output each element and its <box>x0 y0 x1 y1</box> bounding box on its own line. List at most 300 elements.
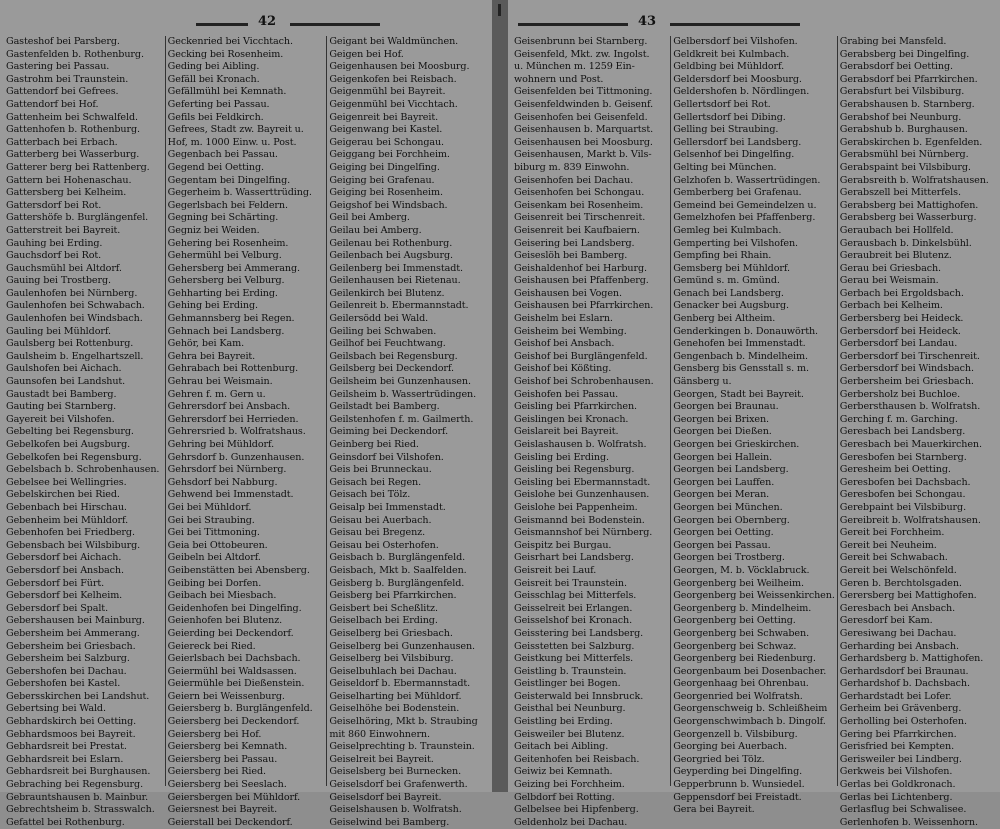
gazetteer-entry: Gerbersdorf bei Windsbach. <box>839 363 974 375</box>
gazetteer-entry: Gerebpaint bei Vilsbiburg. <box>839 501 967 513</box>
gazetteer-entry: Gehring bei Mühldorf. <box>167 439 275 450</box>
gazetteer-entry: Geierlsbach bei Dachsbach. <box>167 653 301 665</box>
gazetteer-entry: Geinsdorf bei Vilshofen. <box>329 451 444 463</box>
gazetteer-entry: Gemünd s. m. Gmünd. <box>673 275 780 287</box>
gazetteer-entry: Grabing bei Mansfeld. <box>839 36 947 47</box>
gazetteer-entry: Georgen bei Meran. <box>673 489 770 501</box>
column <box>671 36 838 816</box>
gazetteer-entry: Geiselharting bei Mühldorf. <box>329 690 462 702</box>
gazetteer-entry: Gegerheim b. Wasserttrüding. <box>167 187 312 199</box>
gazetteer-entry: Geibeln bei Altdorf. <box>167 552 261 564</box>
gazetteer-entry: Gei bei Mühldorf. <box>167 501 252 513</box>
gazetteer-entry: Gerabszell bei Mitterfels. <box>839 187 961 199</box>
gazetteer-entry: Georgenhaag bei Ohrenbau. <box>673 678 809 690</box>
gazetteer-entry: Gerabsberg bei Mattighofen. <box>839 199 979 211</box>
gazetteer-entry: Georgenberg bei Oetting. <box>673 615 796 627</box>
gazetteer-entry: Gebersdorf bei Fürt. <box>6 577 105 589</box>
gazetteer-entry: Gelting bei München. <box>673 161 777 173</box>
right-page-columns <box>512 36 996 828</box>
gazetteer-entry: Geldenholz bei Dachau. <box>514 816 628 828</box>
gazetteer-entry: Gebhardsmoos bei Bayreit. <box>6 728 136 740</box>
gazetteer-entry: Geisstetten bei Salzburg. <box>514 640 635 652</box>
gazetteer-entry: Gegerlsbach bei Feldern. <box>167 199 288 211</box>
gazetteer-entry: Geishof bei Schrobenhausen. <box>514 376 654 388</box>
gazetteer-entry: Geresbofen bei Schongau. <box>839 489 966 501</box>
gazetteer-entry: Gebertsing bei Wald. <box>6 703 106 715</box>
gazetteer-entry: Gebersskirchen bei Landshut. <box>6 690 150 702</box>
gazetteer-entry: Hof, m. 1000 Einw. u. Post. <box>167 136 297 148</box>
gazetteer-entry: Georgenberg bei Weilheim. <box>673 577 804 589</box>
gazetteer-entry: Geiselberg bei Griesbach. <box>329 627 453 639</box>
gazetteer-entry: Gehrabach bei Rottenburg. <box>167 363 299 375</box>
gazetteer-entry: Geilhof bei Feuchtwang. <box>329 338 446 350</box>
gazetteer-entry: Geldersdorf bei Moosburg. <box>673 73 802 85</box>
gazetteer-entry: Gerbersheim bei Griesbach. <box>839 376 974 388</box>
gazetteer-entry: Gerabsberg bei Wasserburg. <box>839 212 977 224</box>
gazetteer-entry: Geiselberg bei Vilsbiburg. <box>329 653 454 665</box>
gazetteer-entry: Genach bei Landsberg. <box>673 287 784 299</box>
gazetteer-entry: Geisalp bei Immenstadt. <box>329 501 446 513</box>
gazetteer-entry: Gatterbach bei Erbach. <box>6 136 118 148</box>
column <box>166 36 328 828</box>
gazetteer-entry: Gemelzhofen bei Pfaffenberg. <box>673 212 816 224</box>
gazetteer-entry: Gei bei Straubing. <box>167 514 255 526</box>
gazetteer-entry: Geisach bei Tölz. <box>329 489 411 501</box>
gutter-mark <box>498 4 501 16</box>
gazetteer-entry: Georgen bei Obernberg. <box>673 514 790 526</box>
gazetteer-entry: Geisterwald bei Innsbruck. <box>514 690 644 702</box>
gazetteer-entry: Geilstadt bei Bamberg. <box>329 401 440 413</box>
gazetteer-entry: Gehersberg bei Velburg. <box>167 275 285 287</box>
column <box>838 36 996 828</box>
gazetteer-entry: Geilstenhofen f. m. Gailmerth. <box>329 413 474 425</box>
gazetteer-entry: Gasteshof bei Parsberg. <box>6 36 120 47</box>
gazetteer-entry: Geiging bei Dingelfing. <box>329 161 440 173</box>
gazetteer-entry: Geienhofen bei Blutenz. <box>167 615 283 627</box>
gazetteer-entry: Gerersberg bei Mattighofen. <box>839 590 977 602</box>
gazetteer-entry: Geiselhöring, Mkt b. Straubing <box>329 716 478 728</box>
gazetteer-entry: Gehmannsberg bei Regen. <box>167 313 295 325</box>
gazetteer-entry: Gaulenhofen bei Schwabach. <box>6 300 145 312</box>
gazetteer-entry: Gerbach bei Ergoldsbach. <box>839 287 964 299</box>
gazetteer-entry: Gehing bei Erding. <box>167 300 258 312</box>
gazetteer-entry: Gengenbach b. Mindelheim. <box>673 350 808 362</box>
gazetteer-entry: Geresbofen bei Starnberg. <box>839 451 967 463</box>
page-number-left: 42 <box>258 14 277 29</box>
gazetteer-entry: Gebersdorf bei Kelheim. <box>6 590 123 602</box>
gazetteer-entry: Geigen bei Hof. <box>329 48 404 60</box>
gazetteer-entry: Gefäll bei Kronach. <box>167 73 260 85</box>
gazetteer-entry: Gauchsdorf bei Rot. <box>6 250 102 262</box>
gazetteer-entry: Geistkung bei Mitterfels. <box>514 653 634 665</box>
gazetteer-entry: Gehra bei Bayreit. <box>167 350 256 362</box>
gazetteer-entry: Georgenschweig b. Schleißheim <box>673 703 828 715</box>
gazetteer-entry: Gebershausen bei Mainburg. <box>6 615 145 627</box>
gazetteer-entry: Gerheim bei Grävenberg. <box>839 703 962 715</box>
gazetteer-entry: Geisenfeld, Mkt. zw. Ingolst. <box>514 48 650 60</box>
gazetteer-entry: Geresbach bei Landsberg. <box>839 426 966 438</box>
gazetteer-entry: Gehharting bei Erding. <box>167 287 278 299</box>
gazetteer-entry: Geinberg bei Ried. <box>329 439 419 450</box>
gazetteer-entry: Gerisweiler bei Lindberg. <box>839 753 962 765</box>
gazetteer-entry: Gänsberg u. <box>673 376 732 388</box>
gazetteer-entry: Georgen, Stadt bei Bayreit. <box>673 388 804 400</box>
gazetteer-entry: Geisweiler bei Blutenz. <box>514 728 625 740</box>
gazetteer-entry: Geferting bei Passau. <box>167 98 270 110</box>
gazetteer-entry: Geispitz bei Burgau. <box>514 539 612 551</box>
gazetteer-entry: Gehersberg bei Ammerang. <box>167 262 300 274</box>
gazetteer-entry: Geilenreit b. Ebermannstadt. <box>329 300 469 312</box>
gazetteer-entry: Gauhing bei Erding. <box>6 237 103 249</box>
gazetteer-entry: Geishausen bei Vogen. <box>514 287 622 299</box>
gazetteer-entry: Gauing bei Trostberg. <box>6 275 111 287</box>
gazetteer-entry: Geisling bei Pfarrkirchen. <box>514 401 637 413</box>
gazetteer-entry: Gerkweis bei Vilshofen. <box>839 766 953 778</box>
gazetteer-entry: Geresdorf bei Kam. <box>839 615 933 627</box>
gazetteer-entry: Genehofen bei Immenstadt. <box>673 338 806 350</box>
gazetteer-entry: Geierding bei Deckendorf. <box>167 627 294 639</box>
gazetteer-entry: Gebhardsreit bei Burghausen. <box>6 766 151 778</box>
gazetteer-entry: Gebelting bei Regensburg. <box>6 426 134 438</box>
gazetteer-entry: Geiselbuhlach bei Dachau. <box>329 665 457 677</box>
gazetteer-entry: Gattern bei Hohenaschau. <box>6 174 132 186</box>
gazetteer-entry: Gaulshofen bei Aichach. <box>6 363 122 375</box>
gazetteer-entry: Geisenhausen, Markt b. Vils- <box>514 149 652 161</box>
gazetteer-entry: Georgen bei Dießen. <box>673 426 772 438</box>
gazetteer-entry: Gemperting bei Vilshofen. <box>673 237 799 249</box>
gazetteer-entry: Geldkreit bei Kulmbach. <box>673 48 790 60</box>
gazetteer-entry: Geiwiz bei Kemnath. <box>514 766 613 778</box>
gazetteer-entry: Gerabshausen b. Starnberg. <box>839 98 975 110</box>
gazetteer-entry: Georgried bei Tölz. <box>673 753 765 765</box>
gazetteer-entry: Genderkingen b. Donauwörth. <box>673 325 818 337</box>
gazetteer-entry: Geisselreit bei Erlangen. <box>514 602 633 614</box>
gazetteer-entry: Geiselsdorf bei Grafenwerth. <box>329 779 468 791</box>
gazetteer-entry: Geilsbach bei Regensburg. <box>329 350 458 362</box>
gazetteer-entry: Geiersberg bei Passau. <box>167 753 278 765</box>
gazetteer-entry: Gebenhofen bei Friedberg. <box>6 527 135 539</box>
gazetteer-entry: Geresbach bei Ansbach. <box>839 602 956 614</box>
gazetteer-entry: Gehering bei Rosenheim. <box>167 237 289 249</box>
gazetteer-entry: Gerhardsdorf bei Braunau. <box>839 665 969 677</box>
gazetteer-entry: Gaulsheim b. Engelhartszell. <box>6 350 144 362</box>
gazetteer-entry: Geisberg bei Pfarrkirchen. <box>329 590 457 602</box>
gazetteer-entry: Georgen bei Grieskirchen. <box>673 439 800 450</box>
gazetteer-entry: Georgenberg bei Weissenkirchen. <box>673 590 835 602</box>
gazetteer-entry: Gerbersthausen b. Wolfratsh. <box>839 401 981 413</box>
gazetteer-entry: Gebhardsreit bei Eslarn. <box>6 753 124 765</box>
gazetteer-entry: Geresbach bei Mauerkirchen. <box>839 439 982 450</box>
gazetteer-entry: Gerlas bei Goldkronach. <box>839 779 956 791</box>
gazetteer-entry: Gerabsfurt bei Vilsbiburg. <box>839 86 965 98</box>
gazetteer-entry: Geisenfeldwinden b. Geisenf. <box>514 98 654 110</box>
gazetteer-entry: Geilenberg bei Immenstadt. <box>329 262 463 274</box>
gazetteer-entry: Geiermühl bei Waldsassen. <box>167 665 297 677</box>
gazetteer-entry: Gerhardshof b. Dachsbach. <box>839 678 970 690</box>
gazetteer-entry: Gehrersdorf bei Herrieden. <box>167 413 299 425</box>
gazetteer-entry: Geilenbach bei Augsburg. <box>329 250 453 262</box>
gazetteer-entry: Georgenried bei Wolfratsh. <box>673 690 803 702</box>
gazetteer-entry: Geishausen bei Pfarrkirchen. <box>514 300 654 312</box>
gazetteer-entry: Geiselsdorf bei Bayreit. <box>329 791 442 803</box>
gazetteer-entry: Gerabsreith b. Wolfratshausen. <box>839 174 989 186</box>
gazetteer-entry: Geiging bei Grafenau. <box>329 174 435 186</box>
gazetteer-entry: Gerbach bei Kelheim. <box>839 300 943 312</box>
gazetteer-entry: Gehrsdorf bei Nürnberg. <box>167 464 287 476</box>
gazetteer-entry: Georgen bei Landsberg. <box>673 464 789 476</box>
gazetteer-entry: Geiereck bei Ried. <box>167 640 256 652</box>
gazetteer-entry: Gegend bei Oetting. <box>167 161 264 173</box>
gazetteer-entry: Geisbach, Mkt b. Saalfelden. <box>329 564 467 576</box>
gazetteer-entry: Gegentam bei Dingelfing. <box>167 174 291 186</box>
gazetteer-entry: Gecking bei Rosenheim. <box>167 48 284 60</box>
gazetteer-entry: Geishaldenhof bei Harburg. <box>514 262 647 274</box>
gazetteer-entry: Gemeind bei Gemeindelzen u. <box>673 199 817 211</box>
gazetteer-entry: Geishof bei Burglängenfeld. <box>514 350 648 362</box>
gazetteer-entry: Gerlenhofen b. Weissenhorn. <box>839 816 978 828</box>
gazetteer-entry: Geiselwind bei Bamberg. <box>329 816 450 828</box>
gazetteer-entry: Geishofen bei Passau. <box>514 388 619 400</box>
gazetteer-entry: Gebhardskirch bei Oetting. <box>6 716 137 728</box>
gazetteer-entry: Gei bei Tittmoning. <box>167 527 260 539</box>
gazetteer-entry: Gellertsdorf bei Dibing. <box>673 111 786 123</box>
gazetteer-entry: Georgen bei München. <box>673 501 783 513</box>
gazetteer-entry: Geisenhofen bei Geisenfeld. <box>514 111 648 123</box>
gazetteer-entry: Geisenhausen bei Moosburg. <box>514 136 653 148</box>
gazetteer-entry: wohnern und Post. <box>514 73 604 85</box>
gazetteer-entry: Gelsenhof bei Dingelfing. <box>673 149 795 161</box>
gazetteer-entry: mit 860 Einwohnern. <box>329 728 430 740</box>
gazetteer-entry: Geiseslöh bei Bamberg. <box>514 250 628 262</box>
gazetteer-entry: Gebrauntshausen b. Mainbur. <box>6 791 149 803</box>
gazetteer-entry: Geppensdorf bei Freistadt. <box>673 791 802 803</box>
gazetteer-entry: Gerching f. m. Garching. <box>839 413 958 425</box>
gazetteer-entry: Gebelsbach b. Schrobenhausen. <box>6 464 160 476</box>
gazetteer-entry: Georgenbaum bei Dosenbacher. <box>673 665 827 677</box>
gazetteer-entry: Gastrohm bei Traunstein. <box>6 73 129 85</box>
gazetteer-entry: Geierstall bei Deckendorf. <box>167 816 293 828</box>
gazetteer-entry: Geigshof bei Windsbach. <box>329 199 448 211</box>
gazetteer-entry: Georgenschwimbach b. Dingolf. <box>673 716 826 728</box>
gazetteer-entry: Gerausbach b. Dinkelsbühl. <box>839 237 972 249</box>
gazetteer-entry: Geiersberg bei Deckendorf. <box>167 716 300 728</box>
gazetteer-entry: Geilsheim bei Gunzenhausen. <box>329 376 471 388</box>
gazetteer-entry: Geislohe bei Pappenheim. <box>514 501 638 513</box>
gazetteer-entry: Gaustadt bei Bamberg. <box>6 388 117 400</box>
gazetteer-entry: Geisberg b. Burglängenfeld. <box>329 577 465 589</box>
gazetteer-entry: Geren b. Berchtolsgaden. <box>839 577 962 589</box>
gazetteer-entry: Geigenwang bei Kastel. <box>329 124 443 136</box>
gazetteer-entry: Geis bei Brunneckau. <box>329 464 432 476</box>
gazetteer-entry: Gaulsberg bei Rottenburg. <box>6 338 134 350</box>
gazetteer-entry: Geistling bei Erding. <box>514 716 613 728</box>
gazetteer-entry: Geiersbergen bei Mühldorf. <box>167 791 301 803</box>
gazetteer-entry: Gemsberg bei Mühldorf. <box>673 262 790 274</box>
gazetteer-entry: Gelbersdorf bei Vilshofen. <box>673 36 798 47</box>
gazetteer-entry: Geislareit bei Bayreit. <box>514 426 619 438</box>
gazetteer-entry: Geisau bei Bregenz. <box>329 527 426 539</box>
gazetteer-entry: Geilenau bei Rothenburg. <box>329 237 453 249</box>
gazetteer-entry: Geilersödd bei Wald. <box>329 313 429 325</box>
gazetteer-entry: Georgenberg bei Schwaben. <box>673 627 810 639</box>
gazetteer-entry: Gebershofen bei Kastel. <box>6 678 121 690</box>
gazetteer-entry: Geisenbrunn bei Starnberg. <box>514 36 648 47</box>
header-rule-left-a <box>196 23 248 26</box>
gazetteer-entry: Gerlas bei Lichtenberg. <box>839 791 953 803</box>
gazetteer-entry: Gefällmühl bei Kemnath. <box>167 86 287 98</box>
gazetteer-entry: Geisenreit bei Kaufbaiern. <box>514 224 640 236</box>
gazetteer-entry: Gering bei Pfarrkirchen. <box>839 728 957 740</box>
gazetteer-entry: Gebenbach bei Hirschau. <box>6 501 127 513</box>
right-page <box>508 0 1000 828</box>
gazetteer-entry: Gattersberg bei Kelheim. <box>6 187 127 199</box>
gazetteer-entry: Geisheim bei Wembing. <box>514 325 627 337</box>
left-page <box>0 0 492 828</box>
gazetteer-entry: Gefils bei Feldkirch. <box>167 111 264 123</box>
gazetteer-entry: Gellersdorf bei Landsberg. <box>673 136 802 148</box>
left-page-columns <box>4 36 488 828</box>
gazetteer-entry: Gastenfelden b. Rothenburg. <box>6 48 144 60</box>
gazetteer-entry: Georgen bei Oetting. <box>673 527 774 539</box>
gazetteer-entry: Genacker bei Augsburg. <box>673 300 789 312</box>
gazetteer-entry: Gayereit bei Vilshofen. <box>6 413 115 425</box>
gazetteer-entry: Geia bei Ottobeuren. <box>167 539 268 551</box>
gazetteer-entry: Georgenberg bei Schwaz. <box>673 640 797 652</box>
gazetteer-entry: Gerabshof bei Neunburg. <box>839 111 962 123</box>
gazetteer-entry: Gebelkofen bei Regensburg. <box>6 451 142 463</box>
gazetteer-entry: Geigenkofen bei Reisbach. <box>329 73 457 85</box>
gazetteer-entry: Gauchsmühl bei Altdorf. <box>6 262 122 274</box>
gazetteer-entry: Gerhardstadt bei Lofer. <box>839 690 952 702</box>
gazetteer-entry: Gattershöfe b. Burglängenfel. <box>6 212 149 224</box>
gazetteer-entry: Geldbing bei Mühldorf. <box>673 61 785 73</box>
gazetteer-entry: Geiselprechting b. Traunstein. <box>329 741 475 753</box>
gazetteer-entry: Geigant bei Waldmünchen. <box>329 36 459 47</box>
gazetteer-entry: Geibenstätten bei Abensberg. <box>167 564 310 576</box>
gazetteer-entry: Gefattel bei Rothenburg. <box>6 816 125 828</box>
gazetteer-entry: Geislingen bei Kronach. <box>514 413 629 425</box>
gazetteer-entry: Gebersdorf bei Aichach. <box>6 552 122 564</box>
gazetteer-entry: Gerabsberg bei Dingelfing. <box>839 48 970 60</box>
gazetteer-entry: Gereibreit b. Wolfratshausen. <box>839 514 981 526</box>
gazetteer-entry: Gebelskirchen bei Ried. <box>6 489 120 501</box>
gazetteer-entry: Gehrau bei Weismain. <box>167 376 273 388</box>
gazetteer-entry: Gebersdorf bei Ansbach. <box>6 564 124 576</box>
gazetteer-entry: Geiging bei Rosenheim. <box>329 187 443 199</box>
gazetteer-entry: Gerabshub b. Burghausen. <box>839 124 968 136</box>
gazetteer-entry: Georging bei Auerbach. <box>673 741 788 753</box>
gazetteer-entry: Geisselshof bei Kronach. <box>514 615 633 627</box>
gazetteer-entry: Gereit bei Forchheim. <box>839 527 945 539</box>
gazetteer-entry: Geisling bei Erding. <box>514 451 609 463</box>
gazetteer-entry: Geiersberg bei Kemnath. <box>167 741 288 753</box>
gazetteer-entry: Geislashausen b. Wolfratsh. <box>514 439 647 450</box>
gazetteer-entry: Geigerau bei Schongau. <box>329 136 445 148</box>
gazetteer-entry: Gerisfried bei Kempten. <box>839 741 955 753</box>
gazetteer-entry: Geldershofen b. Nördlingen. <box>673 86 810 98</box>
gazetteer-entry: Geistling b. Traunstein. <box>514 665 627 677</box>
gazetteer-entry: Geiern bei Weissenburg. <box>167 690 285 702</box>
gazetteer-entry: Gempfing bei Rhain. <box>673 250 772 262</box>
gazetteer-entry: Geigenreit bei Bayreit. <box>329 111 439 123</box>
gazetteer-entry: Geiselshausen b. Wolfratsh. <box>329 804 462 816</box>
gazetteer-entry: Gebersdorf bei Spalt. <box>6 602 109 614</box>
gazetteer-entry: Geigenmühl bei Bayreit. <box>329 86 446 98</box>
gazetteer-entry: Gatterstreit bei Bayreit. <box>6 224 121 236</box>
gazetteer-entry: Gerau bei Griesbach. <box>839 262 941 274</box>
gazetteer-entry: Gellertsdorf bei Rot. <box>673 98 771 110</box>
gazetteer-entry: Georgen bei Trostberg. <box>673 552 785 564</box>
gazetteer-entry: Georgen bei Brixen. <box>673 413 770 425</box>
gazetteer-entry: Gera bei Bayreit. <box>673 804 755 816</box>
gazetteer-entry: Geisbert bei Scheßlitz. <box>329 602 438 614</box>
gazetteer-entry: Geilsheim b. Wassertrüdingen. <box>329 388 477 400</box>
gazetteer-entry: Geisling bei Ebermannstadt. <box>514 476 651 488</box>
gazetteer-entry: Geisenkam bei Rosenheim. <box>514 199 644 211</box>
gazetteer-entry: Gemleg bei Kulmbach. <box>673 224 782 236</box>
gazetteer-entry: Geiselsberg bei Burnecken. <box>329 766 462 778</box>
gazetteer-entry: Gebrechtsheim b. Strasswalch. <box>6 804 155 816</box>
gazetteer-entry: Gerbersberg bei Heideck. <box>839 313 964 325</box>
gazetteer-entry: Gebraching bei Regensburg. <box>6 779 144 791</box>
gazetteer-entry: Geresbofen bei Dachsbach. <box>839 476 971 488</box>
gazetteer-entry: Geitenhofen bei Reisbach. <box>514 753 640 765</box>
gazetteer-entry: u. München m. 1259 Ein- <box>514 61 635 73</box>
gazetteer-entry: Geilenhausen bei Rietenau. <box>329 275 461 287</box>
gazetteer-entry: Geishelm bei Eslarn. <box>514 313 613 325</box>
gazetteer-entry: Gerharding bei Ansbach. <box>839 640 959 652</box>
gazetteer-entry: Geidenhofen bei Dingelfing. <box>167 602 302 614</box>
gazetteer-entry: Geckenried bei Vicchtach. <box>167 36 293 47</box>
gazetteer-entry: Gepperbrunn b. Wunsiedel. <box>673 779 805 791</box>
gazetteer-entry: Geishof bei Ansbach. <box>514 338 615 350</box>
gazetteer-entry: Gastering bei Passau. <box>6 61 110 73</box>
gazetteer-entry: Geisschlag bei Mitterfels. <box>514 590 637 602</box>
gazetteer-entry: Gattendorf bei Hof. <box>6 98 99 110</box>
gazetteer-entry: Gerabspaint bei Vilsbiburg. <box>839 161 971 173</box>
gazetteer-entry: Geding bei Aibling. <box>167 61 260 73</box>
gazetteer-entry: Gereit bei Welschönfeld. <box>839 564 957 576</box>
gazetteer-entry: Gehrersried b. Wolfratshaus. <box>167 426 306 438</box>
gazetteer-entry: Gaulenhofen bei Nürnberg. <box>6 287 138 299</box>
gazetteer-entry: Geisthal bei Neunburg. <box>514 703 626 715</box>
gazetteer-entry: Geilsberg bei Deckendorf. <box>329 363 454 375</box>
gazetteer-entry: Gebelkofen bei Augsburg. <box>6 439 131 450</box>
gazetteer-entry: Georgen, M. b. Vöcklabruck. <box>673 564 810 576</box>
gazetteer-entry: biburg m. 839 Einwohn. <box>514 161 630 173</box>
gazetteer-entry: Gatterer berg bei Rattenberg. <box>6 161 150 173</box>
gazetteer-entry: Geisbach b. Burglängenfeld. <box>329 552 466 564</box>
left-page-header <box>0 14 492 32</box>
gazetteer-entry: Geilenkirch bei Blutenz. <box>329 287 445 299</box>
gazetteer-entry: Gereit bei Schwabach. <box>839 552 948 564</box>
gazetteer-entry: Gerau bei Weismain. <box>839 275 939 287</box>
gazetteer-entry: Geisrhart bei Landsberg. <box>514 552 634 564</box>
gazetteer-entry: Gebenheim bei Mühldorf. <box>6 514 129 526</box>
gazetteer-entry: Geil bei Amberg. <box>329 212 410 224</box>
gazetteer-entry: Gaunsofen bei Landshut. <box>6 376 126 388</box>
gazetteer-entry: Gauting bei Starnberg. <box>6 401 117 413</box>
gazetteer-entry: Gerholling bei Osterhofen. <box>839 716 967 728</box>
gazetteer-entry: Gerabskirchen b. Egenfelden. <box>839 136 983 148</box>
gazetteer-entry: Geisau bei Auerbach. <box>329 514 432 526</box>
gazetteer-entry: Geiselbach bei Erding. <box>329 615 438 627</box>
gazetteer-entry: Geisach bei Regen. <box>329 476 422 488</box>
right-page-header <box>508 14 1000 32</box>
gazetteer-entry: Geitach bei Aibling. <box>514 741 609 753</box>
gazetteer-entry: Geigenhausen bei Moosburg. <box>329 61 470 73</box>
column <box>4 36 166 828</box>
